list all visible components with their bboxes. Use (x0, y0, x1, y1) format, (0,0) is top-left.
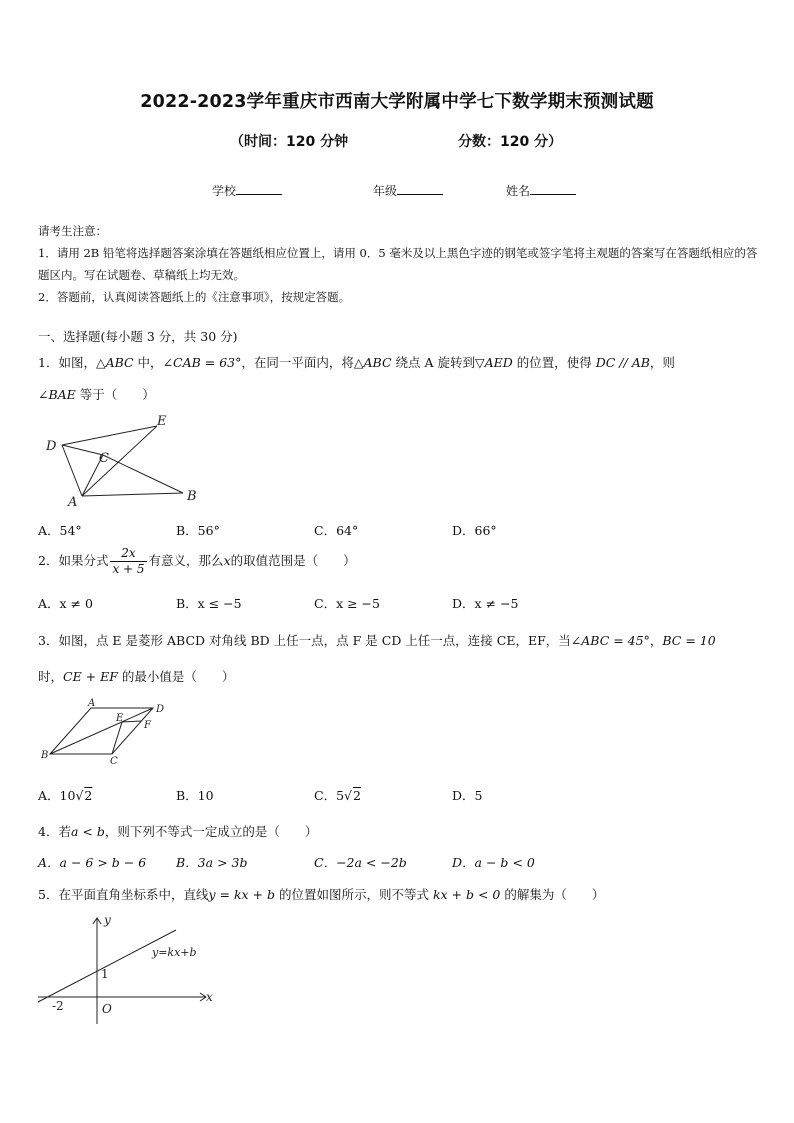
q5-stem: 5．在平面直角坐标系中，直线y = kx + b 的位置如图所示，则不等式 kx + b < 0 的解集为（ ） (38, 887, 605, 902)
q5-label-equation: y=kx+b (152, 946, 197, 959)
exam-time: （时间：120 分钟 (230, 134, 349, 150)
grade-label: 年级 (373, 184, 398, 198)
q3-figure (38, 698, 178, 768)
q3-label-e: E (116, 713, 124, 724)
q1-line-de (62, 426, 157, 445)
q3-diagonal-bd (50, 708, 153, 754)
q1-line-1: 1．如图，△ABC 中，∠CAB = 63°，在同一平面内，将△ABC 绕点 A 旋转到▽AED 的位置，使得 DC // AB，则 (38, 355, 675, 370)
q3-label-f: F (144, 720, 151, 731)
q2-option-d: D．x ≠ −5 (452, 596, 519, 611)
q2-option-c: C．x ≥ −5 (314, 596, 380, 611)
school-blank (236, 182, 282, 195)
notice-block (38, 220, 758, 308)
q4-option-b: B．3a > 3b (176, 855, 248, 870)
q3-line-ef (122, 721, 141, 722)
q3-label-b: B (41, 750, 49, 761)
q1-option-d: D．66° (452, 523, 497, 538)
q1-figure (38, 410, 218, 510)
q5-label-neg2: -2 (52, 999, 64, 1013)
q3-option-d: D．5 (452, 788, 483, 803)
q1-label-d: D (46, 439, 57, 454)
q4-option-d: D．a − b < 0 (452, 855, 535, 870)
section-heading: 一、选择题(每小题 3 分，共 30 分) (38, 329, 238, 344)
q1-label-b: B (187, 489, 197, 504)
q3-line-2: 时，CE + EF 的最小值是（ ） (38, 669, 235, 684)
q5-label-y: y (104, 913, 111, 927)
q3-label-d: D (156, 704, 165, 715)
notice-line-1: 1．请用 2B 铅笔将选择题答案涂填在答题纸相应位置上，请用 0．5 毫米及以上黑色字迹的钢笔或签字笔将主观题的答案写在答题纸相应的答题区内。写在试题卷、草稿纸上均无效。 (38, 246, 758, 282)
q3-line-ce (112, 722, 122, 754)
q4-option-a: A．a − 6 > b − 6 (38, 855, 147, 870)
q5-figure (36, 912, 226, 1027)
exam-score: 分数：120 分） (458, 134, 563, 150)
q1-line-ae (82, 426, 157, 496)
grade-field (373, 182, 443, 199)
q2-fraction: $\frac{2x}{x + 5}$ (112, 546, 145, 576)
q3-option-c: C．5√2 (314, 788, 361, 803)
q3-label-a: A (88, 698, 96, 709)
q2-option-b: B．x ≤ −5 (176, 596, 242, 611)
q3-label-c: C (110, 756, 118, 767)
q1-line-2: ∠BAE 等于（ ） (38, 387, 155, 402)
q5-line-ykxb (38, 930, 176, 1002)
q2-option-a: A．x ≠ 0 (38, 596, 93, 611)
q5-label-x: x (206, 990, 213, 1004)
grade-blank (397, 182, 443, 195)
q5-label-origin: O (102, 1002, 112, 1016)
q1-line-ab (82, 493, 183, 496)
q3-option-b: B．10 (176, 788, 214, 803)
name-field (506, 182, 576, 199)
notice-line-2: 2．答题前，认真阅读答题纸上的《注意事项》，按规定答题。 (38, 290, 351, 304)
name-label: 姓名 (506, 184, 531, 198)
q1-line-dc (62, 445, 103, 455)
q1-line-cb (103, 455, 183, 493)
q3-option-a: A．10√2 (38, 788, 93, 803)
q1-line-da (62, 445, 82, 496)
q5-label-one: 1 (101, 967, 109, 981)
q2-stem: 2．如果分式 $\frac{2x}{x + 5}$ 有意义，那么x的取值范围是（ ） (38, 546, 356, 576)
school-label: 学校 (212, 184, 237, 198)
q3-line-1: 3．如图，点 E 是菱形 ABCD 对角线 BD 上任一点，点 F 是 CD 上任一点，连接 CE，EF，当∠ABC = 45°，BC = 10 (38, 633, 716, 648)
notice-heading: 请考生注意： (38, 224, 107, 238)
q1-option-c: C．64° (314, 523, 359, 538)
school-field (212, 182, 282, 199)
q1-option-b: B．56° (176, 523, 220, 538)
q1-option-a: A．54° (38, 523, 82, 538)
q1-label-e: E (157, 414, 167, 429)
q1-label-c: C (99, 451, 109, 466)
q4-option-c: C．−2a < −2b (314, 855, 407, 870)
name-blank (530, 182, 576, 195)
page-title: 2022-2023学年重庆市西南大学附属中学七下数学期末预测试题 (140, 92, 654, 112)
q1-label-a: A (68, 495, 78, 510)
q4-stem: 4．若a < b，则下列不等式一定成立的是（ ） (38, 824, 318, 839)
